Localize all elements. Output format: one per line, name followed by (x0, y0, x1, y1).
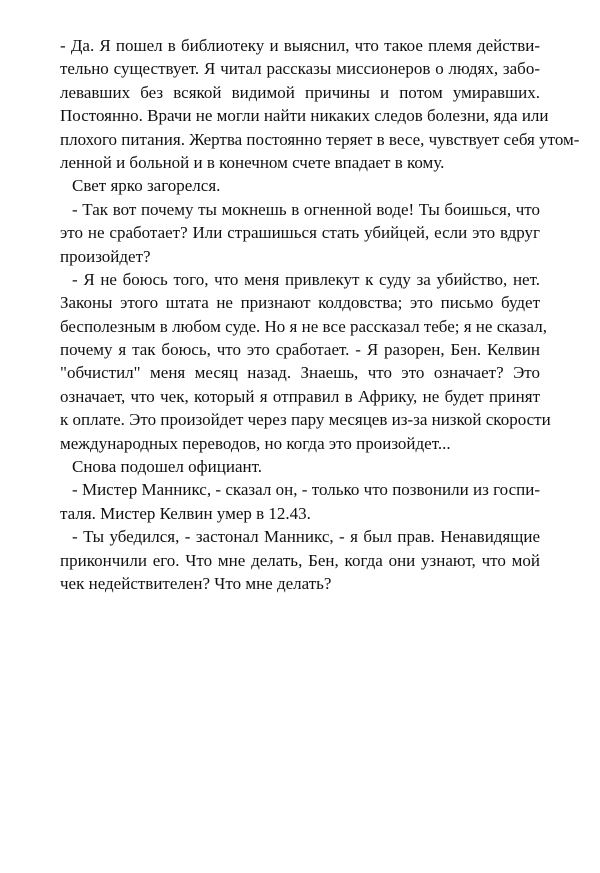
text-line: Снова подошел официант. (72, 457, 263, 477)
text-line: - Ты убедился, - застонал Манникс, - я был прав. Ненавидящие (72, 527, 540, 547)
text-line: к оплате. Это произойдет через пару месяцев из-за низкой скорости (60, 410, 551, 430)
text-line: чек недействителен? Что мне делать? (60, 573, 332, 593)
text-line: левавших без всякой видимой причины и потом умиравших. (60, 82, 540, 102)
text-line: "обчистил" меня месяц назад. Знаешь, что это означает? Это (60, 363, 540, 383)
page-text-body (60, 34, 580, 595)
text-line: Законы этого штата не признают колдовства; это письмо будет (60, 293, 540, 313)
text-line: Постоянно. Врачи не могли найти никаких следов болезни, яда или (60, 106, 549, 126)
text-line: - Я не боюсь того, что меня привлекут к суду за убийство, нет. (72, 269, 540, 289)
text-line: прикончили его. Что мне делать, Бен, когда они узнают, что мой (60, 550, 540, 570)
text-line: - Да. Я пошел в библиотеку и выяснил, что такое племя действи- (60, 36, 540, 55)
text-line: означает, что чек, который я отправил в Африку, не будет принят (60, 386, 540, 406)
text-line: - Так вот почему ты мокнешь в огненной воде! Ты боишься, что (72, 199, 540, 219)
text-line: бесполезным в любом суде. Но я не все рассказал тебе; я не сказал, (60, 316, 547, 336)
text-line: таля. Мистер Келвин умер в 12.43. (60, 503, 311, 523)
text-line: тельно существует. Я читал рассказы миссионеров о людях, забо- (60, 59, 540, 79)
text-line: ленной и больной и в конечном счете впадает в кому. (60, 152, 445, 172)
text-line: почему я так боюсь, что это сработает. - Я разорен, Бен. Келвин (60, 340, 540, 360)
text-line: плохого питания. Жертва постоянно теряет в весе, чувствует себя утом- (60, 129, 580, 149)
text-line: Свет ярко загорелся. (72, 176, 221, 196)
text-lines-container (60, 34, 580, 595)
text-line: - Мистер Манникс, - сказал он, - только что позвонили из госпи- (72, 480, 540, 500)
text-line: международных переводов, но когда это произойдет... (60, 433, 451, 453)
text-line: произойдет? (60, 246, 151, 266)
text-line: это не сработает? Или страшишься стать убийцей, если это вдруг (60, 223, 540, 243)
